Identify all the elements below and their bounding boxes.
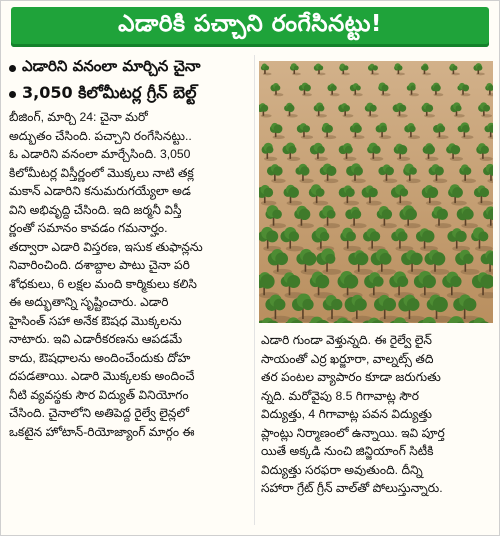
article-line: ప్లాంట్లు నిర్మాణంలో ఉన్నాయి. ఇవి పూర్త — [261, 425, 445, 440]
article-line: ర్ణంతో సమానం కావడం గమనార్హం. — [9, 221, 168, 235]
article-line: న్నది. మరోవైపు 8.5 గిగావాట్ల సౌర — [261, 388, 419, 403]
article-line: హైసింత్ సహా అనేక ఔషధ మొక్కలను — [9, 313, 182, 328]
bullet-list — [9, 55, 259, 107]
article-line: తద్వారా ఎడారి విస్తరణ, ఇసుక తుఫాన్లను — [9, 239, 203, 254]
headline-banner — [11, 7, 489, 47]
desert-plantation-photo — [259, 61, 493, 323]
article-line: విద్యుత్తు సరఫరా అవుతుంది. దీన్ని — [261, 462, 423, 477]
bullet-icon — [9, 91, 16, 98]
headline: ఎడారికి పచ్చాని రంగేసినట్టు! — [118, 11, 382, 37]
column-divider — [254, 55, 255, 525]
article-line: నాటారు. ఇవి ఎడారీకరణను ఆపడమే — [9, 332, 183, 346]
article-line: ఎడారి గుండా వెళ్తున్నది. ఈ రైల్వే లైన్ — [261, 333, 432, 347]
desert-plantation-image — [259, 61, 493, 323]
article-line: కిలోమీటర్ల విస్తీర్ణంలో మొక్కలు నాటి తక్ల — [9, 165, 194, 180]
article-line: తర పంటల వ్యాపారం కూడా జరుగుతు — [261, 370, 441, 384]
article-line: చేసింది. చైనాలోని అతిపెద్ద రైల్వే లైన్లలో — [9, 406, 189, 420]
article-line: మకాన్ ఎడారిని కనుమరుగయ్యేలా అడ — [9, 184, 191, 198]
article-line: ఒకటైన హోటాన్-రియోజ్యాంగ్ మార్గం ఈ — [9, 424, 195, 439]
bullet-item — [9, 81, 259, 107]
article-line: యితే అక్కడి నుంచి జిన్జియాంగ్ సిటీకి — [261, 444, 434, 458]
article-line: సాయంతో ఎర్ర ఖర్జూరా, వాల్నట్స్ తది — [261, 351, 434, 366]
bullet-text: ఎడారిని వనంలా మార్చిన చైనా — [22, 57, 201, 75]
bullet-text: 3,050 కిలోమీటర్ల గ్రీన్ బెల్ట్ — [22, 82, 197, 102]
article-line: సహారా గ్రేట్ గ్రీన్ వాల్‌తో పోలుస్తున్నారు. — [261, 481, 443, 495]
article-line: నీటి వ్యవస్థకు సౌర విద్యుత్ వినియోగం — [9, 387, 189, 402]
bullet-icon — [9, 65, 16, 72]
article-line: కాదు, ఔషధాలను అందించేందుకు దోహ — [9, 350, 191, 365]
article-line: నివారించింది. దశాబ్దాల పాటు చైనా పరి — [9, 258, 190, 272]
bullet-item — [9, 55, 259, 81]
article-line: ఈ అద్భుతాన్ని సృష్టించారు. ఎడారి — [9, 295, 169, 309]
article-body-right — [261, 331, 493, 498]
article-line: బీజింగ్, మార్చి 24: చైనా మరో — [9, 110, 148, 124]
article-body-left — [9, 108, 253, 441]
article-line: శోధకులు, 6 లక్షల మంది కార్మికులు కలిసి — [9, 276, 197, 291]
article-line: విద్యుత్తు, 4 గిగావాట్ల పవన విద్యుత్తు — [261, 407, 432, 421]
article-line: దపడతాయి. ఎడారి మొక్కలకు అందించే — [9, 369, 195, 383]
article-line: విని అభివృద్ధి చేసింది. ఇది జర్మనీ విస్తీ — [9, 202, 182, 217]
article-line: ఓ ఎడారిని వనంలా మార్చేసింది. 3,050 — [9, 147, 191, 161]
article-line: అద్భుతం చేసింది. పచ్చాని రంగేసినట్టు.. — [9, 128, 192, 143]
